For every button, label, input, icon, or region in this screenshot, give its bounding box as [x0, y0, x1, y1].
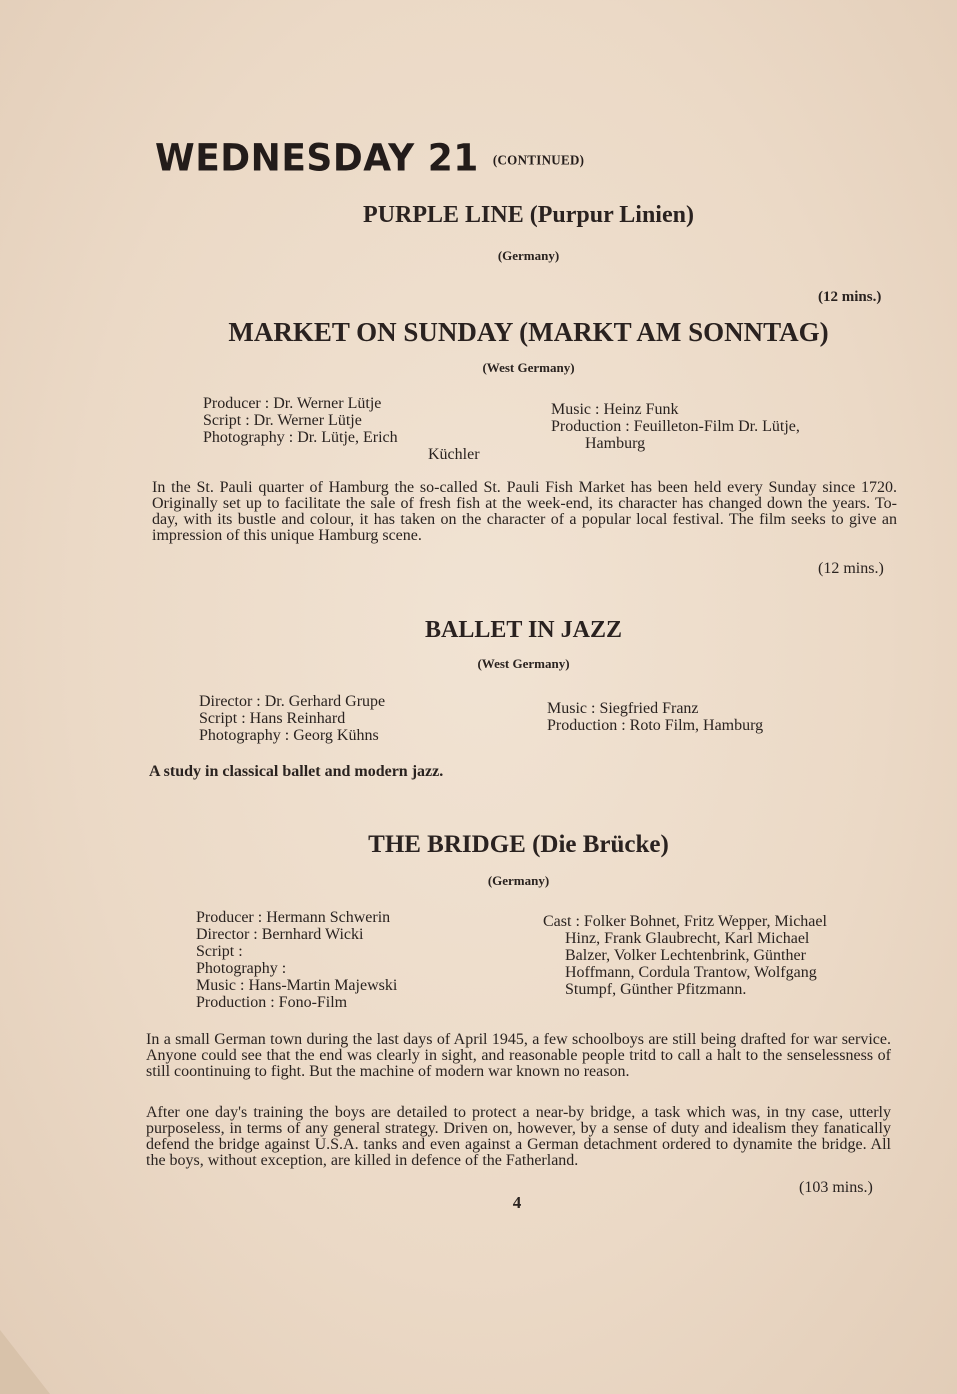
credit-line: Script :	[196, 943, 243, 960]
credit-line: Hoffmann, Cordula Trantow, Wolfgang	[565, 964, 817, 981]
film-country-ballet-in-jazz: (West Germany)	[477, 656, 570, 671]
film-title-ballet-in-jazz: BALLET IN JAZZ	[425, 617, 622, 643]
continued-label: (CONTINUED)	[492, 151, 585, 168]
description-ballet-in-jazz: A study in classical ballet and modern jazz.	[149, 763, 444, 780]
credits-right-market-on-sunday	[551, 401, 800, 452]
description-the-bridge-2: After one day's training the boys are detailed to protect a near-by bridge, a task which was, in tny case, utterly purposeless, in terms of any general strategy. Driven on, however, by a sense of duty and idealism they fanatically defend the bridge against U.S.A. tanks and even against a German detachment ordered to dynamite the bridge. All the boys, without exception, are killed in defence of the Fatherland.	[146, 1104, 891, 1169]
day-title: WEDNESDAY 21	[155, 136, 479, 181]
film-title-the-bridge: THE BRIDGE (Die Brücke)	[368, 831, 669, 858]
credit-line: Music : Heinz Funk	[551, 401, 679, 418]
credit-line: Photography : Georg Kühns	[199, 727, 379, 744]
credit-line: Producer : Dr. Werner Lütje	[203, 395, 382, 412]
film-duration-the-bridge: (103 mins.)	[799, 1179, 873, 1196]
credit-line: Production : Feuilleton-Film Dr. Lütje,	[551, 418, 800, 435]
credit-line: Script : Hans Reinhard	[199, 710, 346, 727]
credit-line: Hinz, Frank Glaubrecht, Karl Michael	[565, 930, 810, 947]
credit-line: Producer : Hermann Schwerin	[196, 909, 391, 926]
credit-line: Küchler	[428, 446, 480, 463]
film-duration-purple-line: (12 mins.)	[818, 289, 882, 305]
credit-line: Director : Bernhard Wicki	[196, 926, 364, 943]
credits-left-ballet-in-jazz	[199, 693, 385, 744]
credits-right-the-bridge	[543, 913, 827, 998]
credits-left-market-on-sunday	[203, 395, 480, 463]
credit-line: Photography :	[196, 960, 287, 977]
film-country-purple-line: (Germany)	[497, 248, 560, 263]
credit-line: Music : Hans-Martin Majewski	[196, 977, 398, 994]
credit-line: Production : Roto Film, Hamburg	[547, 717, 764, 734]
credit-line: Stumpf, Günther Pfitzmann.	[565, 981, 747, 998]
film-country-market-on-sunday: (West Germany)	[482, 360, 575, 375]
description-market-on-sunday: In the St. Pauli quarter of Hamburg the so-called St. Pauli Fish Market has been held every Sunday since 1720. Originally set up to facilitate the sale of fresh fish at the week-end, its character has changed down the years. To-day, with its bustle and colour, it has taken on the character of a popular local festival. The film seeks to give an impression of this unique Hamburg scene.	[152, 479, 897, 544]
credits-left-the-bridge	[196, 909, 397, 1011]
film-title-purple-line: PURPLE LINE (Purpur Linien)	[363, 202, 694, 228]
film-country-the-bridge: (Germany)	[487, 873, 550, 888]
credit-line: Director : Dr. Gerhard Grupe	[199, 693, 386, 710]
description-the-bridge-1: In a small German town during the last days of April 1945, a few schoolboys are still being drafted for war service. Anyone could see that the end was clearly in sight, and reasonable people tritd to call a halt to the senselessness of still coontinuing to fight. But the machine of modern war known no reason.	[146, 1031, 891, 1080]
day-heading	[155, 137, 584, 180]
page-corner-fold	[0, 1330, 50, 1394]
film-duration-market-on-sunday: (12 mins.)	[818, 560, 884, 577]
credit-line: Photography : Dr. Lütje, Erich	[203, 429, 398, 446]
film-title-market-on-sunday: MARKET ON SUNDAY (MARKT AM SONNTAG)	[228, 317, 829, 347]
page-number: 4	[512, 1193, 522, 1212]
credit-line: Cast : Folker Bohnet, Fritz Wepper, Michael	[543, 913, 827, 930]
credit-line: Balzer, Volker Lechtenbrink, Günther	[565, 947, 806, 964]
credit-line: Hamburg	[585, 435, 646, 452]
credit-line: Production : Fono-Film	[196, 994, 348, 1011]
credit-line: Script : Dr. Werner Lütje	[203, 412, 362, 429]
credits-right-ballet-in-jazz	[547, 700, 763, 734]
credit-line: Music : Siegfried Franz	[547, 700, 699, 717]
